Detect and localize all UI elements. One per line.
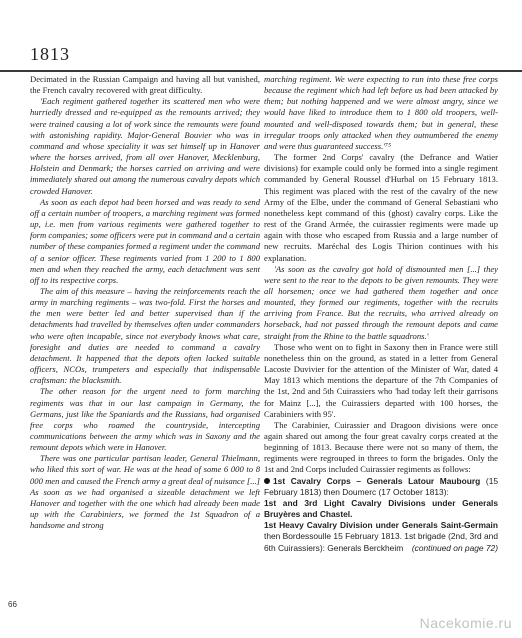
section-corps [264, 476, 498, 498]
section-text: then Bordessoulle 15 February 1813. 1st brigade (2nd, 3rd and 6th Cuirassiers): Generals Berckheim [264, 531, 498, 553]
watermark: Nacekomie.ru [419, 615, 512, 631]
bullet-icon [264, 478, 270, 484]
section-heavy-division [264, 520, 498, 553]
left-column [30, 74, 260, 531]
section-title: 1st Heavy Cavalry Division under Generals Saint-Germain [264, 520, 498, 531]
paragraph: Those who went on to fight in Saxony then in France were still nonetheless thin on the ground, as stated in a letter from General Lacoste Duvivier for the attention of the Minister of War, dated 4 May 1813 which mentions the departure of the 7th Companies of the 1st, 2nd and 5th Cuirassiers who 'had today left their garrisons for Mainz [...], the Cuirassiers departed with 100 horses, the Carabiniers with 95'. [264, 341, 498, 419]
paragraph: The other reason for the urgent need to form marching regiments was that in our last campaign in Germany, the Germans, just like the Spaniards and the Russians, had organised free corps who roamed the countryside, intercepting communications between the army which was in Saxony and the remount depots which were in Hanover. [30, 386, 260, 453]
section-light-divisions [264, 498, 498, 520]
paragraph: marching regiment. We were expecting to run into these free corps because the regiment which had left before us had been attacked by them; but nothing happened and we were almost angry, since we would have liked to introduce them to 1 800 old troopers, well-mounted and well-disposed towards them; but in general, these irregular troops only attacked when they outnumbered the enemy and were thus guaranteed success.'⁷⁵ [264, 74, 498, 151]
heading-rule [0, 70, 522, 72]
right-column [264, 74, 498, 554]
paragraph: 'As soon as the cavalry got hold of dismounted men [...] they were sent to the rear to the depots to be given remounts. They were all horsemen; once we had gathered them together and once mounted, they formed our regiments, together with the recruits arriving from France. But the recruits, who arrived already on horseback, had not passed through the remount depots and came straight from the Rhine to the battle squadrons.' [264, 263, 498, 341]
paragraph: There was one particular partisan leader, General Thielmann, who liked this sort of war. He was at the head of some 6 000 to 8 000 men and caused the French army a great deal of nuisance [...] As soon as we had organised a sizeable detachment we left Hanover and together with the one which had already been made up with the Carabiniers, we formed the 1st Squadron of a handsome and strong [30, 453, 260, 531]
page-number: 66 [8, 600, 17, 609]
page-heading: 1813 [30, 44, 70, 64]
paragraph: The Carabinier, Cuirassier and Dragoon divisions were once again shared out among the four great cavalry corps created at the beginning of 1813. Because there were not so many of them, the regiments were regrouped in threes to form the brigades. Only the 1st and 2nd Corps included Cuirassier regiments as follows: [264, 419, 498, 475]
paragraph: 'Each regiment gathered together its scattered men who were hurriedly dressed and re-equipped as the remounts arrived; they were trained causing a lot of work since the remounts were found with astonishing rapidity. Major-General Bouvier who was in command and whose speciality it was set himself up in Hanover where the horses arrived, from all over Hanover, Mecklenburg, Holstein and Denmark; the horses carried on arriving and were immediately shared out among the numerous cavalry depots which crowded Hanover. [30, 96, 260, 196]
section-title: 1st Cavalry Corps – Generals Latour Maubourg [273, 475, 481, 486]
paragraph: As soon as each depot had been horsed and was ready to send off a certain number of troopers, a marching regiment was formed up, i.e. men from various regiments were gathered together to form companies; some officers were put in command and a certain number of these companies formed a regiment under the command of a senior officer. These regiments varied from 1 200 to 1 800 men and when they reached the army, each detachment was sent off to its respective corps. [30, 196, 260, 285]
paragraph: Decimated in the Russian Campaign and having all but vanished, the French cavalry recovered with great difficulty. [30, 74, 260, 96]
section-text: (15 February 1813) then Doumerc (17 October 1813): [264, 475, 499, 497]
paragraph: The aim of this measure – having the reinforcements reach the army in marching regiments – was two-fold. First the horses and the men were better led and better supervised than if the detachments had travelled by themselves often under commanders who were often incapable, since not everybody knows what care, foresight and duties are needed to command a cavalry detachment. It happened that the depots often lacked suitable officers, NCOs, trumpeters and especially that indispensable craftsman: the blacksmith. [30, 285, 260, 386]
continued-note: (continued on page 72) [411, 542, 498, 553]
paragraph: The former 2nd Corps' cavalry (the Defrance and Watier divisions) for example could only be formed into a single regiment commanded by General Roussel d'Hurbal on 15 February 1813. This regiment was placed with the rest of the cavalry of the new Army of the Elbe, under the command of General Sebastiani who nonetheless kept command of this (ghost) cavalry corps. Like the rest of the Grand Armée, the cuirassier regiments were made up again with those who escaped from Russia and a large number of new recruits. Maréchal des Logis Thirion continues with his explanation. [264, 152, 498, 263]
section-title: 1st and 3rd Light Cavalry Divisions under Generals Bruyères and Chastel. [264, 497, 498, 520]
